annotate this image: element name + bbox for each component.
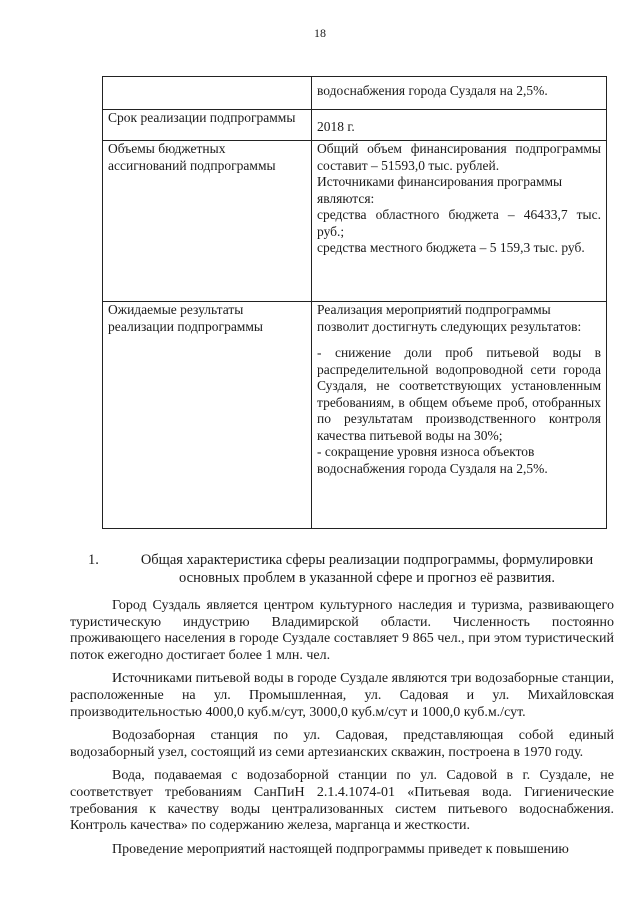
row2-value: 2018 г. — [317, 119, 355, 134]
table-cell-label — [103, 110, 312, 141]
row3-value-p1: Общий объем финансирования подпрограммы составит – 51593,0 тыс. рублей. — [317, 141, 601, 173]
section-number: 1. — [88, 552, 99, 568]
section-heading — [88, 551, 612, 587]
paragraph: Город Суздаль является центром культурного наследия и туризма, развивающего туристическую индустрию Владимирской области. Численность постоянно проживающего населения в городе Суздале составляет 9 865 чел., при этом туристический поток ежегодно достигает более 1 млн. чел. — [70, 598, 614, 663]
table-cell-label — [103, 141, 312, 302]
paragraph: Источниками питьевой воды в городе Суздале являются три водозаборные станции, расположенные на ул. Промышленная, ул. Садовая и ул. Михайловская производительностью 4000,0 куб.м/сут, 3000,0 куб.м/сут и 1000,0 куб.м./сут. — [70, 671, 614, 720]
table-cell-label — [103, 302, 312, 529]
table-cell-label-empty — [103, 77, 312, 110]
page-number: 18 — [314, 26, 326, 40]
row3-value-p3: средства областного бюджета – 46433,7 тыс. руб.; — [317, 207, 601, 239]
paragraph: Водозаборная станция по ул. Садовая, представляющая собой единый водозаборный узел, состоящий из семи артезианских скважин, построена в 1970 году. — [70, 728, 614, 760]
row2-label: Срок реализации подпрограммы — [108, 110, 296, 125]
section-body — [70, 598, 614, 865]
table-row — [103, 302, 607, 529]
row3-value-p2: Источниками финансирования программы являются: — [317, 174, 563, 206]
table-row — [103, 77, 607, 110]
section-title: Общая характеристика сферы реализации подпрограммы, формулировки основных проблем в указанной сфере и прогноз её развития. — [140, 552, 594, 586]
row3-label: Объемы бюджетных ассигнований подпрограммы — [108, 141, 276, 173]
paragraph: Проведение мероприятий настоящей подпрограммы приведет к повышению — [112, 841, 569, 857]
row4-value-p2: - снижение доли проб питьевой воды в распределительной водопроводной сети города Суздаля, не соответствующих установленным требованиям, в общем объеме проб, отобранных по результатам производственного контроля качества питьевой воды на 30%; — [317, 345, 601, 443]
table-row — [103, 141, 607, 302]
row1-value: водоснабжения города Суздаля на 2,5%. — [317, 83, 548, 98]
table-cell-value — [312, 302, 607, 529]
row4-value-p3: - сокращение уровня износа объектов водоснабжения города Суздаля на 2,5%. — [317, 444, 548, 476]
row3-value-p4: средства местного бюджета – 5 159,3 тыс. руб. — [317, 240, 585, 255]
table-cell-value — [312, 141, 607, 302]
subprogram-passport-table — [102, 76, 607, 529]
row4-value-p1: Реализация мероприятий подпрограммы позволит достигнуть следующих результатов: — [317, 302, 582, 334]
row4-label: Ожидаемые результаты реализации подпрограммы — [108, 302, 263, 334]
table-row — [103, 110, 607, 141]
paragraph: Вода, подаваемая с водозаборной станции по ул. Садовой в г. Суздале, не соответствует требованиям СанПиН 2.1.4.1074-01 «Питьевая вода. Гигиенические требования к качеству воды централизованных систем питьевого водоснабжения. Контроль качества» по содержанию железа, марганца и жесткости. — [70, 768, 614, 834]
table-cell-value — [312, 77, 607, 110]
table-cell-value — [312, 110, 607, 141]
